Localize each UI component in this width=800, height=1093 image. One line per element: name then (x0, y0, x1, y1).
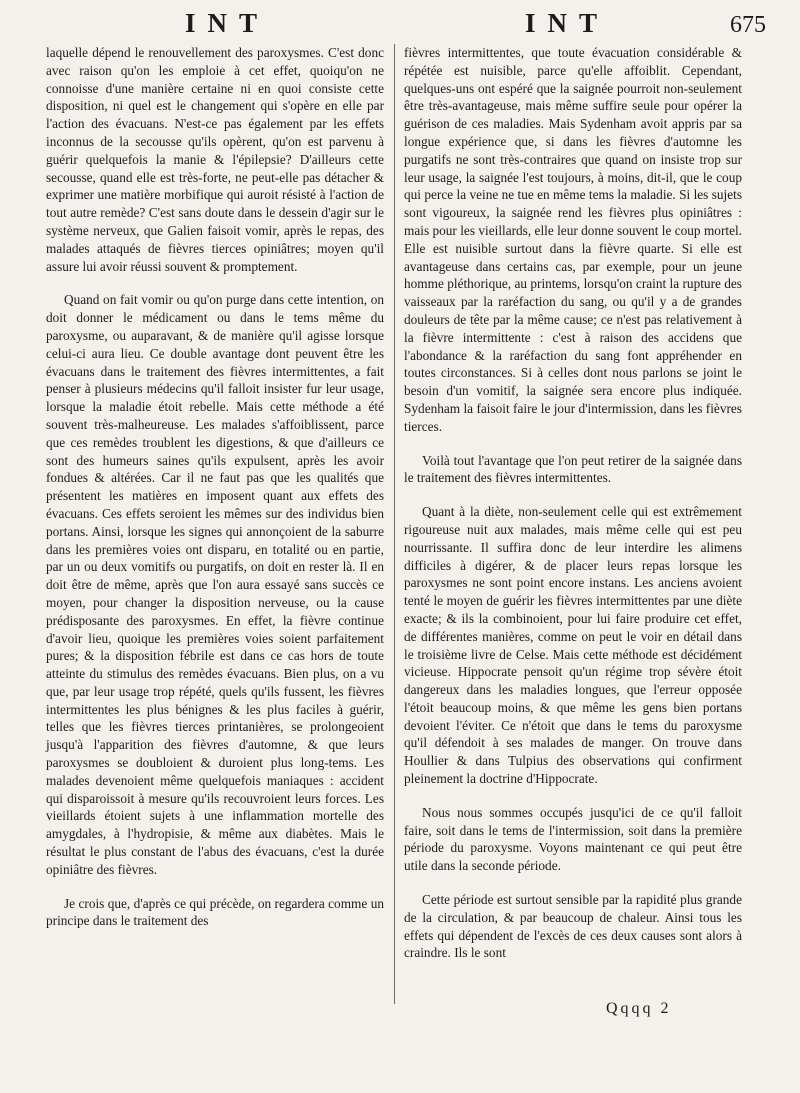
page-number: 675 (730, 12, 766, 38)
paragraph: Quant à la diète, non-seulement celle qui est extrêmement rigoureuse nuit aux malades, mais même celle qui est peu nourrissante. Il suffira donc de leur interdire les alimens difficiles à digérer, & de placer leurs repas lorsque les paroxysmes ne sont point encore instans. Les anciens avoient tenté le moyen de guérir les fièvres intermittentes par une diète exacte; & ils la combinoient, pour lui faire produire cet effet, de différentes manières, comme on peut le voir en détail dans le troisième livre de Celse. Mais cette méthode est décidément vicieuse. Hippocrate pensoit qu'un régime trop sévère étoit dangereux dans les maladies longues, que l'erreur opposée l'étoit beaucoup moins, & que même les gens bien portans devoient l'éviter. Ce n'étoit que dans le tems du paroxysme qu'il défendoit à ses malades de manger. On trouve dans Houllier & dans Tulpius des observations qui confirment pleinement la doctrine d'Hippocrate. (404, 504, 742, 787)
paragraph: laquelle dépend le renouvellement des paroxysmes. C'est donc avec raison qu'on les emploie à cet effet, quoiqu'on ne connoisse d'une manière certaine ni en quoi consiste cette disposition, ni quel est le changement qui s'opère en elle par l'action des évacuans. N'est-ce pas également par les effets inconnus de la secousse qu'ils opèrent, qu'on est parvenu à guérir quelquefois la manie & l'épilepsie? D'ailleurs cette secousse, quand elle est très-forte, ne peut-elle pas détacher & exprimer une matière morbifique qui auroit résisté à l'action de tout autre remède? C'est sans doute dans le dessein d'agir sur le système nerveux, que Galien faisoit vomir, après le repas, des malades attaqués de fièvres tierces opiniâtres; moyen qu'il assure lui avoir réussi souvent & promptement. (46, 45, 384, 274)
paragraph: Je crois que, d'après ce qui précède, on regardera comme un principe dans le traitement des (46, 895, 384, 929)
paragraph: fièvres intermittentes, que toute évacuation considérable & répétée est nuisible, parce qu'elle affoiblit. Cependant, quelques-uns ont espéré que la saignée pourroit non-seulement être très-avantageuse, mais même suffire seule pour opérer la guérison de ces maladies. Mais Sydenham avoit appris par sa longue expérience que, si dans les fièvres d'automne les purgatifs ne sont très-contraires que quand on insiste trop sur leur usage, la saignée l'est toujours, à moins, dit-il, que le coup qui perce la veine ne tue en même tems la maladie. Si les sujets sont vigoureux, la saignée rend les fièvres plus opiniâtres : mais pour les vieillards, elle leur donne souvent le coup mortel. Elle est nuisible surtout dans la fièvre quarte. Si elle est avantageuse dans certains cas, par exemple, pour un jeune homme pléthorique, au printems, lorsqu'on craint la rupture des vaisseaux par la raréfaction du sang, ou qu'il y a de grandes douleurs de tête par la même cause; ce n'est pas relativement à la fièvre intermittente : c'est à raison des accidens que l'abondance & la raréfaction du sang font appréhender en toutes circonstances. Si à celles dont nous parlons se joint le besoin d'un vomitif, la saignée sera encore plus indiquée. Sydenham la faisoit faire le jour d'intermission, dans les fièvres tierces. (404, 45, 742, 434)
running-head-right: INT (525, 8, 610, 38)
paragraph: Voilà tout l'avantage que l'on peut retirer de la saignée dans le traitement des fièvres intermittentes. (404, 452, 742, 486)
left-column (46, 44, 384, 930)
signature-mark: Qqqq 2 (606, 1000, 672, 1017)
paragraph: Cette période est surtout sensible par la rapidité plus grande de la circulation, & par beaucoup de chaleur. Ainsi tous les effets qui dépendent de l'excès de ces deux causes sont alors à craindre. Ils le sont (404, 892, 742, 961)
column-divider (394, 44, 395, 1004)
right-column (404, 44, 742, 962)
running-head-left: INT (185, 8, 270, 38)
paragraph: Nous nous sommes occupés jusqu'ici de ce qu'il falloit faire, soit dans le tems de l'intermission, soit dans la première période du paroxysme. Voyons maintenant ce qui peut être utile dans la seconde période. (404, 804, 742, 874)
paragraph: Quand on fait vomir ou qu'on purge dans cette intention, on doit donner le médicament ou dans le tems même du paroxysme, ou auparavant, & de manière qu'il agisse lorsque celui-ci aura lieu. Ce double avantage dont peuvent être les évacuans dans le traitement des fièvres intermittentes, a fait penser à plusieurs médecins qu'il falloit insister fur leur usage, lorsque la maladie étoit rebelle. Mais cette méthode a été souvent très-malheureuse. Les malades s'affoiblissent, parce que ces remèdes troublent les digestions, & que d'ailleurs ce sont des humeurs saines qu'ils expulsent, après les avoir fondues & altérées. Car il ne faut pas que les qualités que présentent les matières en imposent quant aux effets des évacuans. Ces effets seroient les mêmes sur des individus bien portans. Ainsi, lorsque les signes qui annonçoient de la saburre dans les premières voies ont disparu, en totalité ou en partie, par un ou deux vomitifs ou purgatifs, on doit en rester là. Il en doit être de même, après que l'on aura essayé sans succès ce moyen, pour changer la disposition nerveuse, ou la cause prédisposante des paroxysmes. En effet, la fièvre continue d'avoir lieu, quoique les premières voies soient parfaitement pures; & la disposition fébrile est dans ce cas hors de toute atteinte du stimulus des remèdes évacuans. Bien plus, on a vu que, par leur usage trop répété, quels qu'ils fussent, les fièvres intermittentes les plus bénignes & les plus faciles à guérir, telles que les fièvres tierces printanières, se prolongeoient jusqu'à l'apparition des fièvres d'automne, & que leurs paroxysmes se doubloient & duroient plus long-tems. Les malades devenoient même quelquefois maniaques : accident qui disparoissoit à mesure qu'ils recouvroient leurs forces. Les vieillards étoient sujets à une inflammation mortelle des amygdales, à l'hydropisie, & même aux diabètes. Mais le résultat le plus constant de l'abus des évacuans, c'est la durée opiniâtre des fièvres. (46, 292, 384, 877)
